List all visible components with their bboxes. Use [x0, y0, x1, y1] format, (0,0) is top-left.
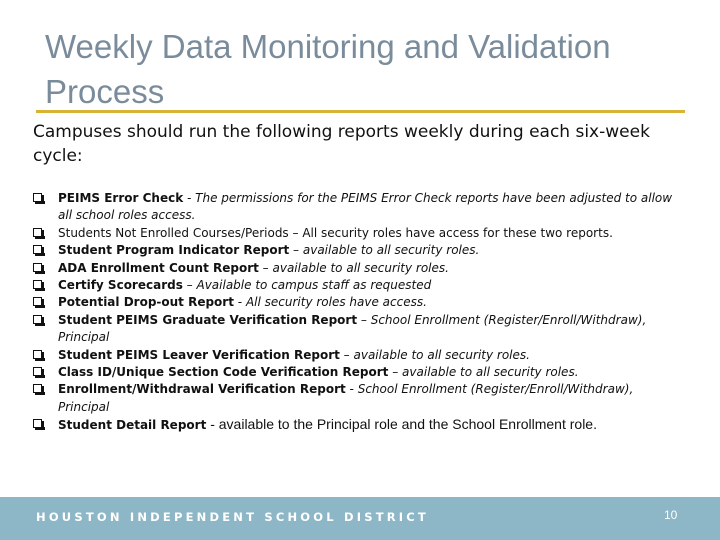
report-description: Available to campus staff as requested [196, 278, 432, 293]
report-name: Certify Scorecards [58, 278, 183, 293]
report-name: Student PEIMS Leaver Verification Report [58, 347, 340, 362]
list-item [33, 364, 683, 381]
report-name: Student Detail Report [58, 418, 207, 433]
report-list [33, 190, 683, 435]
report-description: available to all security roles. [272, 260, 449, 275]
report-name: Student Program Indicator Report [58, 243, 290, 258]
checkbox-bullet-icon [33, 419, 42, 428]
report-separator: – [339, 347, 354, 362]
list-item [33, 225, 683, 242]
report-name: Potential Drop-out Report [58, 295, 234, 310]
report-separator: - [183, 191, 196, 205]
checkbox-bullet-icon [33, 315, 42, 324]
list-item [33, 312, 683, 347]
list-item [33, 347, 683, 364]
list-item [33, 294, 683, 311]
checkbox-bullet-icon [33, 228, 42, 237]
checkbox-bullet-icon [33, 193, 42, 202]
report-description: School Enrollment (Register/Enroll/Withdraw), Principal [58, 312, 647, 345]
report-name: PEIMS Error Check [58, 191, 184, 205]
report-separator: – [258, 260, 273, 275]
list-item [33, 277, 683, 294]
list-item [33, 190, 683, 225]
report-separator: – [388, 365, 403, 380]
checkbox-bullet-icon [33, 350, 42, 359]
list-item [33, 260, 683, 277]
report-description: The permissions for the PEIMS Error Check reports have been adjusted to allow all school roles access. [58, 191, 673, 223]
report-name: Student PEIMS Graduate Verification Report [58, 312, 358, 327]
checkbox-bullet-icon [33, 384, 42, 393]
report-separator: – [357, 312, 371, 327]
checkbox-bullet-icon [33, 280, 42, 289]
report-name: Class ID/Unique Section Code Verification Report [58, 365, 389, 380]
list-item [33, 416, 683, 434]
report-description: available to all security roles. [302, 243, 480, 258]
report-separator: – [289, 243, 303, 258]
report-name: ADA Enrollment Count Report [58, 260, 259, 275]
slide-title: Weekly Data Monitoring and Validation Process [45, 28, 611, 110]
list-item [33, 381, 683, 416]
checkbox-bullet-icon [33, 367, 42, 376]
checkbox-bullet-icon [33, 263, 42, 272]
intro-text: Campuses should run the following reports weekly during each six-week cycle: [33, 122, 650, 166]
report-description: All security roles have access. [245, 295, 427, 310]
report-description: Students Not Enrolled Courses/Periods – All security roles have access for these two reports. [58, 225, 613, 240]
district-name: HOUSTON INDEPENDENT SCHOOL DISTRICT [36, 510, 429, 524]
report-description: available to all security roles. [402, 365, 579, 380]
report-separator: – [182, 278, 197, 293]
footer-bar [0, 497, 720, 540]
report-separator: - [233, 295, 246, 310]
report-separator: - [345, 382, 358, 397]
report-description: School Enrollment (Register/Enroll/Withdraw), Principal [58, 382, 634, 414]
checkbox-bullet-icon [33, 297, 42, 306]
report-name: Enrollment/Withdrawal Verification Report [58, 382, 346, 397]
report-description: available to all security roles. [353, 347, 530, 362]
list-item [33, 242, 683, 259]
title-divider [36, 110, 685, 113]
checkbox-bullet-icon [33, 245, 42, 254]
page-number: 10 [664, 508, 678, 522]
report-description: available to the Principal role and the School Enrollment role. [218, 416, 597, 433]
report-separator: - [206, 416, 219, 433]
